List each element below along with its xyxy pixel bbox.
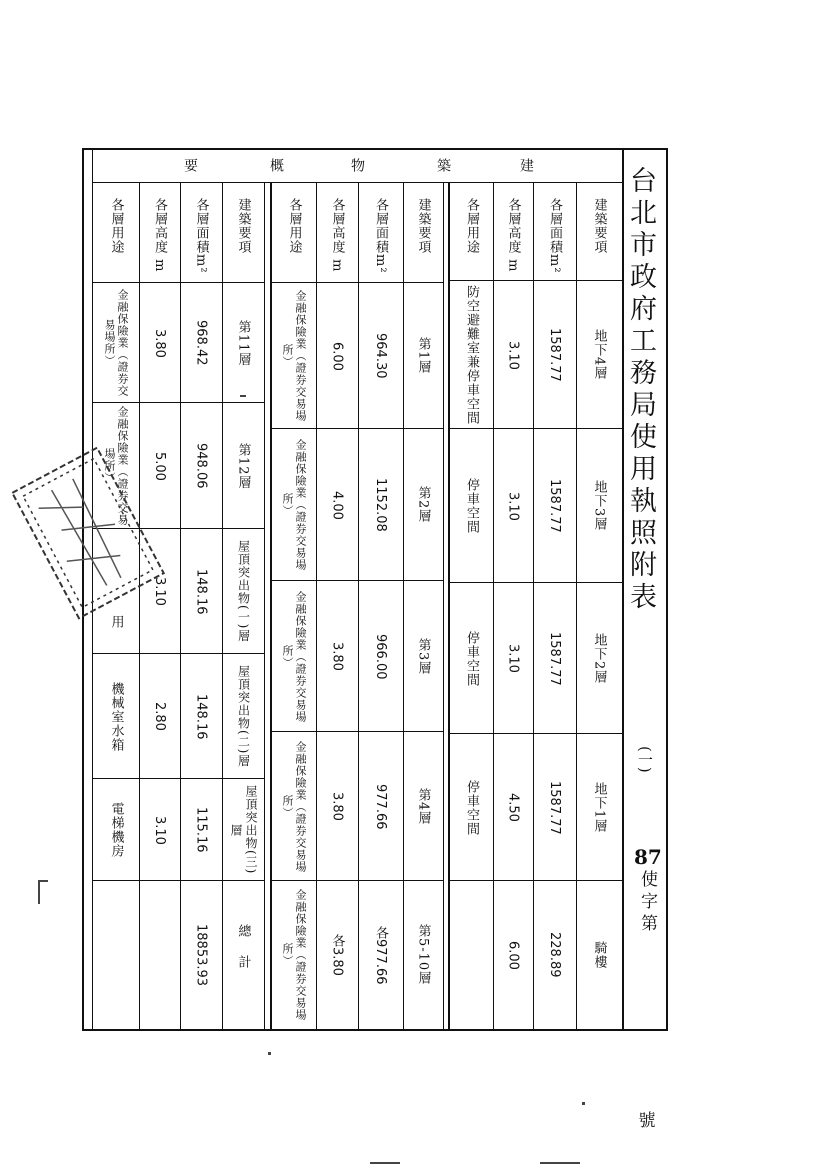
s3-item: 屋頂突出物(二)層: [236, 665, 251, 768]
row-header-height: 各層高度 m: [505, 198, 521, 273]
s1-area: 1587.77: [547, 631, 562, 686]
s3-area: 148.16: [193, 568, 209, 615]
s3-use: 金融保險業（證券交易場所）: [103, 289, 129, 397]
s3-use: 電梯機房: [108, 802, 124, 858]
s1-use: [450, 882, 493, 1028]
scan-mark: [268, 1052, 271, 1055]
row-header-area: 各層面積m²: [547, 198, 562, 274]
s1-height: 4.50: [505, 793, 521, 822]
s2-use: 金融保險業（證券交易場所）: [281, 889, 307, 1021]
s3-item: 第12層: [235, 442, 251, 490]
s3-item: 屋頂突出物(三)層: [229, 785, 258, 875]
s1-use: 停車空間: [464, 630, 479, 687]
s1-item: 騎樓: [591, 941, 607, 969]
s3-height: 3.80: [152, 328, 167, 358]
permit-label: 使字第: [637, 870, 657, 936]
s2-height: 3.80: [329, 792, 345, 821]
band-label: 物: [349, 158, 365, 174]
s3-item: 屋頂突出物(一)層: [236, 540, 251, 643]
row-header-item: 建築要項: [591, 198, 607, 254]
s2-height: 各3.80: [329, 934, 345, 976]
row-header-use: 各層用途: [286, 198, 302, 254]
s1-item: 地下1層: [591, 781, 607, 834]
s1-item: 地下4層: [591, 329, 607, 381]
row-header-area: 各層面積m²: [373, 198, 388, 274]
s3-use: 金融保險業（證券交易場所）: [103, 406, 129, 526]
s3-area: 115.16: [193, 807, 209, 853]
document-title-sub: (一): [636, 746, 654, 773]
s2-item: 第2層: [415, 486, 431, 524]
s1-area: 1587.77: [547, 479, 562, 533]
scan-mark: [38, 880, 48, 882]
s2-height: 6.00: [329, 341, 345, 371]
scan-mark: [540, 1162, 580, 1164]
s3-area: 148.16: [193, 693, 209, 740]
scan-mark: [38, 880, 40, 904]
s3-height: 3.10: [152, 815, 167, 845]
s2-area: 966.00: [373, 633, 388, 680]
s1-height: 3.10: [505, 644, 521, 673]
s1-item: 地下2層: [591, 632, 607, 685]
s1-height: 6.00: [505, 940, 521, 970]
s3-area: 948.06: [193, 443, 209, 489]
s2-item: 第4層: [415, 787, 431, 826]
row-header-use: 各層用途: [464, 198, 479, 254]
scan-mark: [582, 1102, 585, 1105]
s1-height: 3.10: [505, 491, 521, 521]
document-title: 台北市政府工務局使用執照附表: [625, 166, 656, 614]
s2-item: 第3層: [415, 637, 431, 676]
s1-height: 3.10: [505, 340, 521, 370]
band-label: 要: [182, 158, 198, 174]
s3-total-area: 18853.93: [193, 923, 209, 987]
s2-item: 第5-10層: [415, 924, 431, 986]
s1-use: 停車空間: [464, 779, 479, 836]
row-header-area: 各層面積m²: [193, 198, 209, 274]
s3-use: 機械室水箱: [108, 681, 124, 752]
s3-height: 3.10: [152, 577, 167, 606]
s2-use: 金融保險業（證券交易場所）: [281, 590, 307, 723]
row-header-height: 各層高度 m: [329, 198, 345, 273]
band-label: 築: [435, 158, 451, 174]
s1-use: 停車空間: [464, 478, 479, 534]
s1-use: 防空避難室兼停車空間: [464, 285, 479, 425]
row-header-item: 建築要項: [415, 198, 431, 254]
s1-area: 1587.77: [547, 780, 562, 835]
s2-use: 金融保險業（證券交易場所）: [281, 290, 307, 422]
s2-area: 964.30: [373, 333, 388, 379]
s1-item: 地下3層: [591, 480, 607, 532]
s2-use: 金融保險業（證券交易場所）: [281, 439, 307, 571]
s1-area: 1587.77: [547, 328, 562, 382]
s3-height: 5.00: [152, 451, 167, 481]
band-label: 概: [268, 158, 284, 174]
s2-height: 3.80: [329, 642, 345, 671]
s3-height: 2.80: [152, 702, 167, 731]
s3-item: 第11層: [235, 319, 251, 367]
title-column: [624, 150, 668, 1131]
s3-total-label: 總計: [235, 924, 251, 986]
row-header-item: 建築要項: [235, 198, 251, 254]
row-header-use: 各層用途: [108, 198, 124, 254]
s3-use: 用: [108, 614, 124, 629]
row-header-height: 各層高度 m: [152, 198, 167, 273]
s1-area: 228.89: [547, 932, 562, 978]
band-label: 建: [518, 158, 534, 174]
s2-area: 977.66: [373, 783, 388, 830]
s3-area: 968.42: [193, 320, 209, 366]
s2-height: 4.00: [329, 490, 345, 520]
s2-area: 各977.66: [373, 925, 388, 985]
permit-prefix: 87: [634, 845, 662, 869]
scan-mark: [370, 1162, 400, 1164]
s2-item: 第1層: [415, 337, 431, 375]
permit-suffix: 號: [638, 1111, 656, 1131]
scan-mark: [240, 395, 246, 397]
s2-use: 金融保險業（證券交易場所）: [281, 740, 307, 873]
s2-area: 1152.08: [373, 478, 388, 532]
